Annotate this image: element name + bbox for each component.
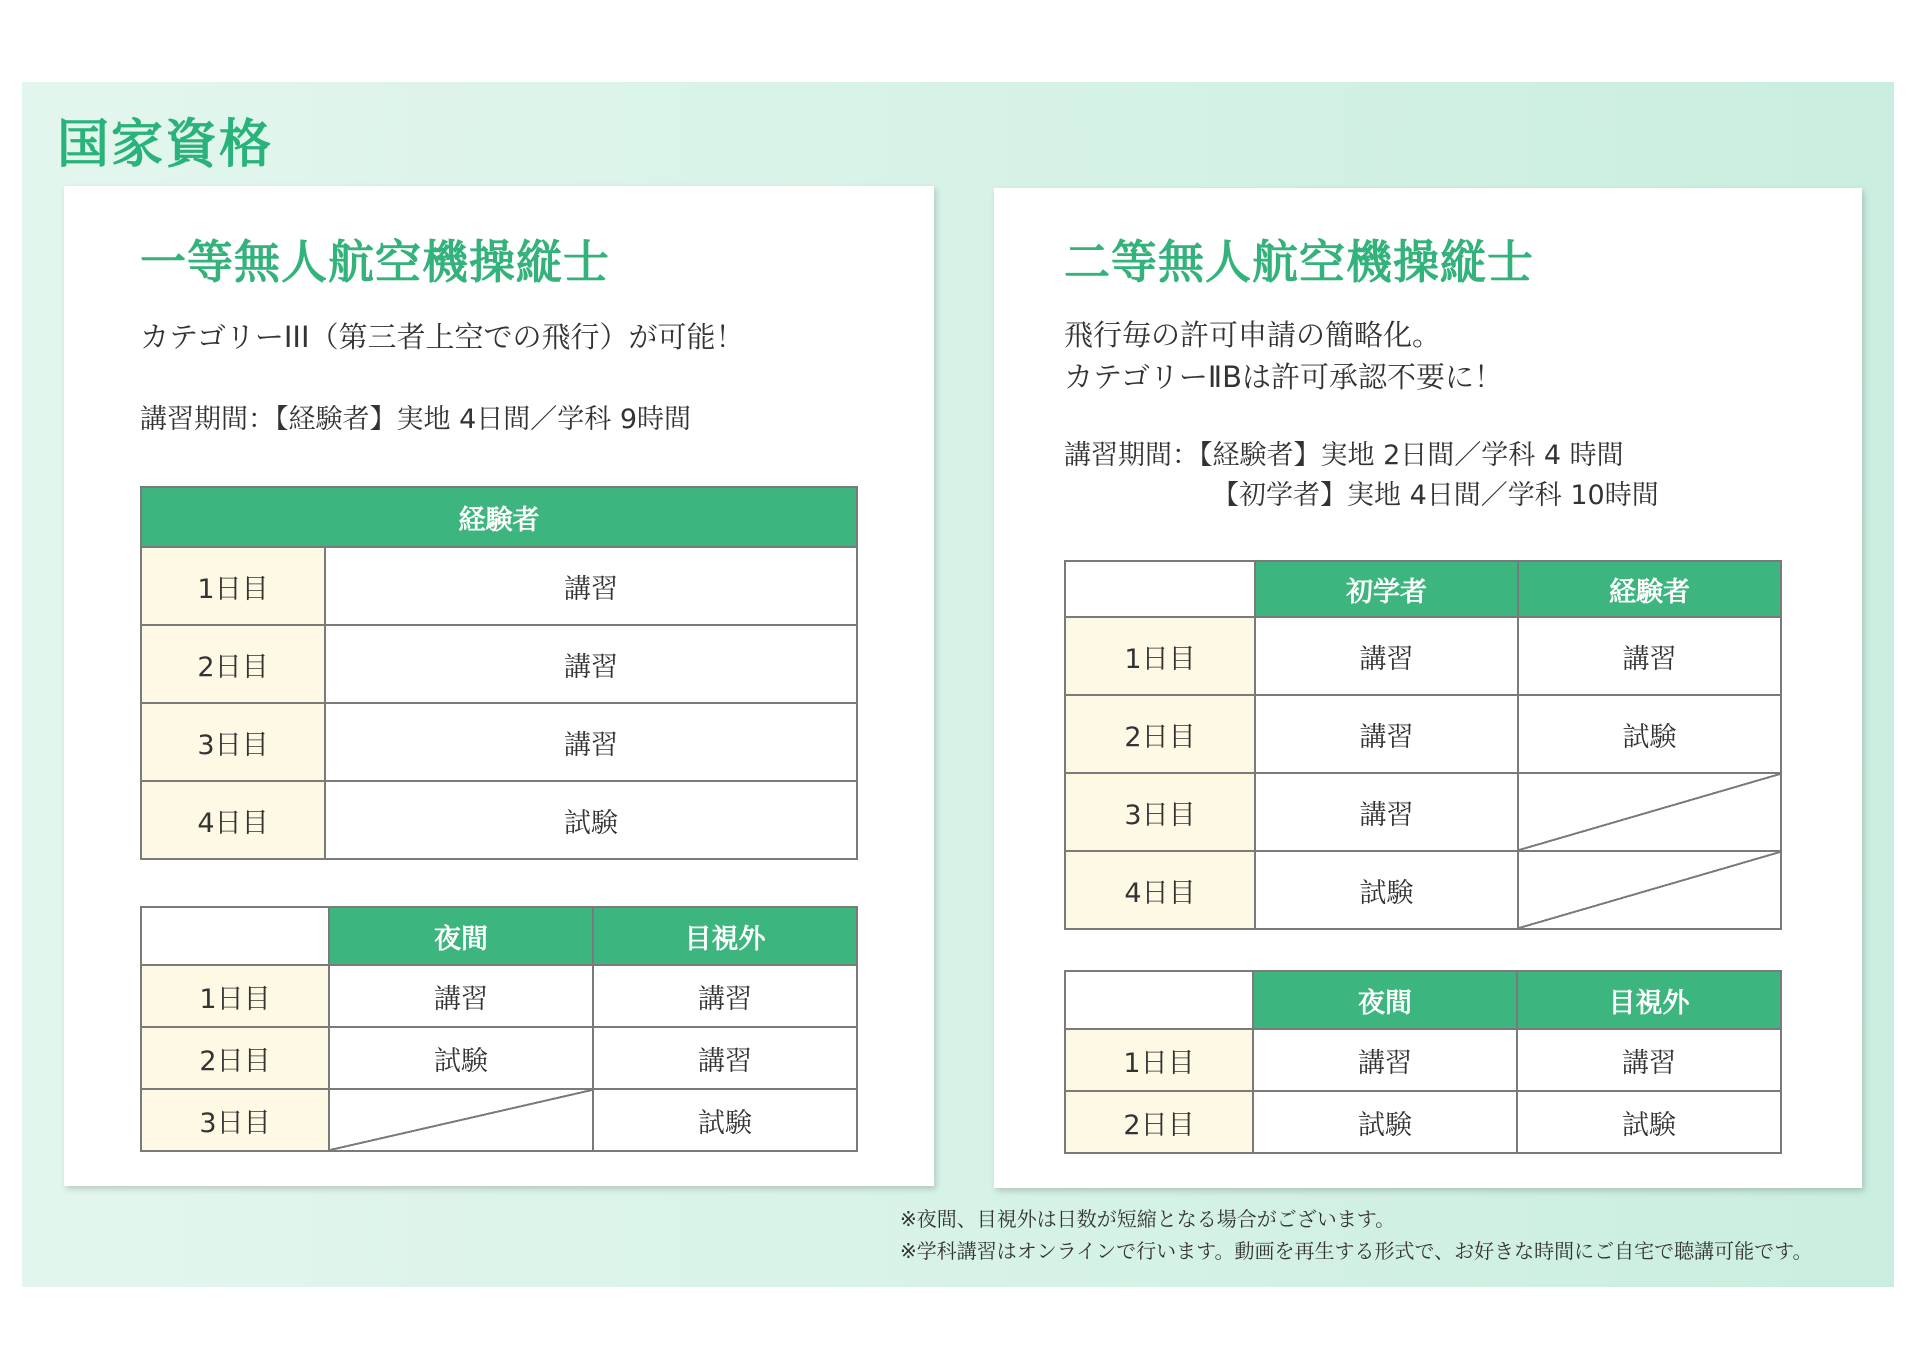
schedule-table-night-bvlos: [1064, 970, 1782, 1154]
schedule-table-night-bvlos: [140, 906, 858, 1152]
footnote: ※学科講習はオンラインで行います。動画を再生する形式で、お好きな時間にご自宅で聴講可能です。: [900, 1239, 1813, 1263]
blank-header-cell: [1065, 561, 1255, 617]
training-period-beginner: 【初学者】実地 4日間／学科 10時間: [1212, 480, 1659, 511]
table-row: [1065, 773, 1781, 851]
card-lead-line2: カテゴリーⅡBは許可承認不要に！: [1064, 360, 1504, 394]
schedule-cell: 講習: [1255, 695, 1518, 773]
schedule-cell: 講習: [325, 703, 857, 781]
day-cell: 4日目: [141, 781, 325, 859]
table-row: [141, 781, 857, 859]
schedule-cell: 講習: [593, 965, 857, 1027]
column-header: 経験者: [141, 487, 857, 547]
column-header-night: 夜間: [329, 907, 593, 965]
not-applicable-cell: [329, 1089, 593, 1151]
day-cell: 1日目: [141, 965, 329, 1027]
card-lead: カテゴリーIII（第三者上空での飛行）が可能！: [140, 320, 745, 354]
schedule-cell: 講習: [329, 965, 593, 1027]
table-row: [1065, 851, 1781, 929]
schedule-cell: 試験: [1253, 1091, 1517, 1153]
schedule-cell: 講習: [325, 547, 857, 625]
table-row: [141, 1027, 857, 1089]
card-title: 一等無人航空機操縦士: [140, 235, 610, 289]
training-period: 講習期間：【経験者】実地 4日間／学科 9時間: [140, 404, 692, 435]
schedule-cell: 講習: [1517, 1029, 1781, 1091]
table-row: [141, 965, 857, 1027]
blank-header-cell: [141, 907, 329, 965]
schedule-cell: 講習: [593, 1027, 857, 1089]
day-cell: 2日目: [1065, 1091, 1253, 1153]
footnote: ※夜間、目視外は日数が短縮となる場合がございます。: [900, 1207, 1396, 1231]
table-row: [141, 547, 857, 625]
column-header-beginner: 初学者: [1255, 561, 1518, 617]
day-cell: 3日目: [1065, 773, 1255, 851]
table-row: [1065, 1029, 1781, 1091]
page-title: 国家資格: [57, 115, 274, 175]
day-cell: 3日目: [141, 1089, 329, 1151]
column-header-bvlos: 目視外: [1517, 971, 1781, 1029]
not-applicable-cell: [1518, 773, 1781, 851]
table-row: [141, 703, 857, 781]
schedule-table-main: [1064, 560, 1782, 930]
not-applicable-cell: [1518, 851, 1781, 929]
card-lead-line1: 飛行毎の許可申請の簡略化。: [1064, 318, 1442, 352]
schedule-cell: 講習: [1253, 1029, 1517, 1091]
column-header-night: 夜間: [1253, 971, 1517, 1029]
day-cell: 4日目: [1065, 851, 1255, 929]
card-class2: [994, 188, 1862, 1188]
day-cell: 1日目: [1065, 617, 1255, 695]
day-cell: 2日目: [141, 625, 325, 703]
card-class1: [64, 186, 934, 1186]
schedule-cell: 講習: [1255, 617, 1518, 695]
day-cell: 2日目: [1065, 695, 1255, 773]
footnotes: [900, 1203, 1813, 1267]
schedule-table-experienced: [140, 486, 858, 860]
day-cell: 2日目: [141, 1027, 329, 1089]
schedule-cell: 講習: [325, 625, 857, 703]
blank-header-cell: [1065, 971, 1253, 1029]
schedule-cell: 講習: [1518, 617, 1781, 695]
table-row: [1065, 1091, 1781, 1153]
table-row: [1065, 695, 1781, 773]
column-header-bvlos: 目視外: [593, 907, 857, 965]
training-period-experienced: 講習期間：【経験者】実地 2日間／学科 4 時間: [1064, 440, 1624, 471]
schedule-cell: 試験: [1517, 1091, 1781, 1153]
schedule-cell: 試験: [593, 1089, 857, 1151]
column-header-experienced: 経験者: [1518, 561, 1781, 617]
schedule-cell: 講習: [1255, 773, 1518, 851]
schedule-cell: 試験: [329, 1027, 593, 1089]
table-row: [1065, 617, 1781, 695]
table-row: [141, 625, 857, 703]
schedule-cell: 試験: [325, 781, 857, 859]
schedule-cell: 試験: [1255, 851, 1518, 929]
schedule-cell: 試験: [1518, 695, 1781, 773]
table-row: [141, 1089, 857, 1151]
card-title: 二等無人航空機操縦士: [1064, 235, 1534, 289]
day-cell: 3日目: [141, 703, 325, 781]
day-cell: 1日目: [141, 547, 325, 625]
day-cell: 1日目: [1065, 1029, 1253, 1091]
